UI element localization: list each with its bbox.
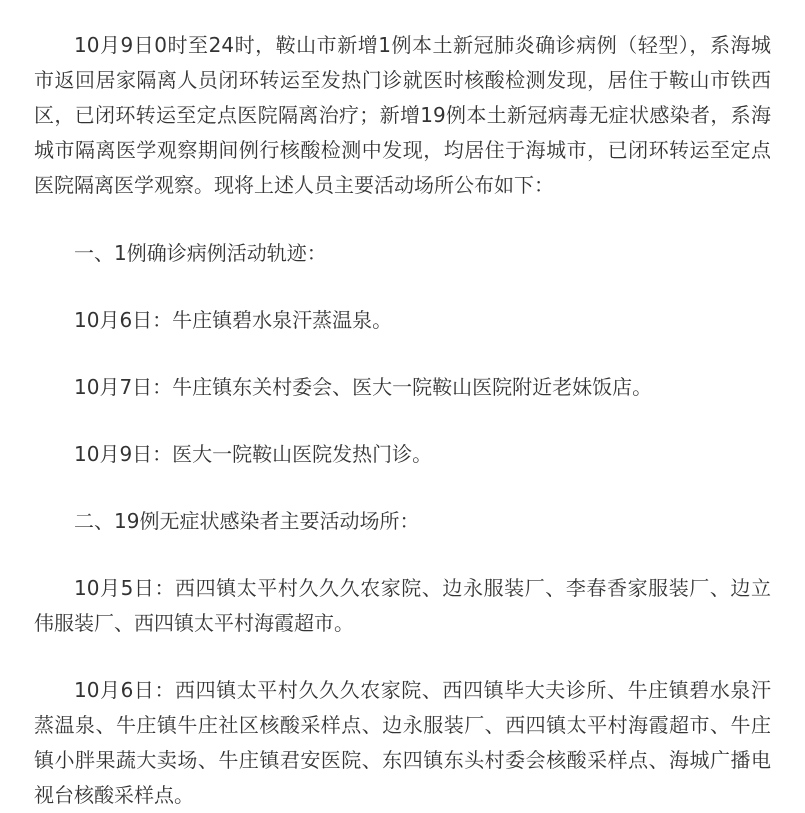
section2-entry: 10月5日：西四镇太平村久久久农家院、边永服装厂、李春香家服装厂、边立伟服装厂、西四镇太平村海霞超市。 xyxy=(34,576,771,635)
section1-entry: 10月9日：医大一院鞍山医院发热门诊。 xyxy=(74,442,433,466)
section2-entry: 10月6日：西四镇太平村久久久农家院、西四镇毕大夫诊所、牛庄镇碧水泉汗蒸温泉、牛庄镇牛庄社区核酸采样点、边永服装厂、西四镇太平村海霞超市、牛庄镇小胖果蔬大卖场、牛庄镇君安医院、东四镇东头村委会核酸采样点、海城广播电视台核酸采样点。 xyxy=(34,678,771,807)
intro-paragraph: 10月9日0时至24时，鞍山市新增1例本土新冠肺炎确诊病例（轻型），系海城市返回居家隔离人员闭环转运至发热门诊就医时核酸检测发现，居住于鞍山市铁西区，已闭环转运至定点医院隔离治疗；新增19例本土新冠病毒无症状感染者，系海城市隔离医学观察期间例行核酸检测中发现，均居住于海城市，已闭环转运至定点医院隔离医学观察。现将上述人员主要活动场所公布如下： xyxy=(34,33,771,197)
section1-entry: 10月6日：牛庄镇碧水泉汗蒸温泉。 xyxy=(74,308,393,332)
section1-heading: 一、1例确诊病例活动轨迹： xyxy=(74,241,327,265)
section1-entry: 10月7日：牛庄镇东关村委会、医大一院鞍山医院附近老妹饭店。 xyxy=(74,375,653,399)
section2-heading: 二、19例无症状感染者主要活动场所： xyxy=(74,509,420,533)
